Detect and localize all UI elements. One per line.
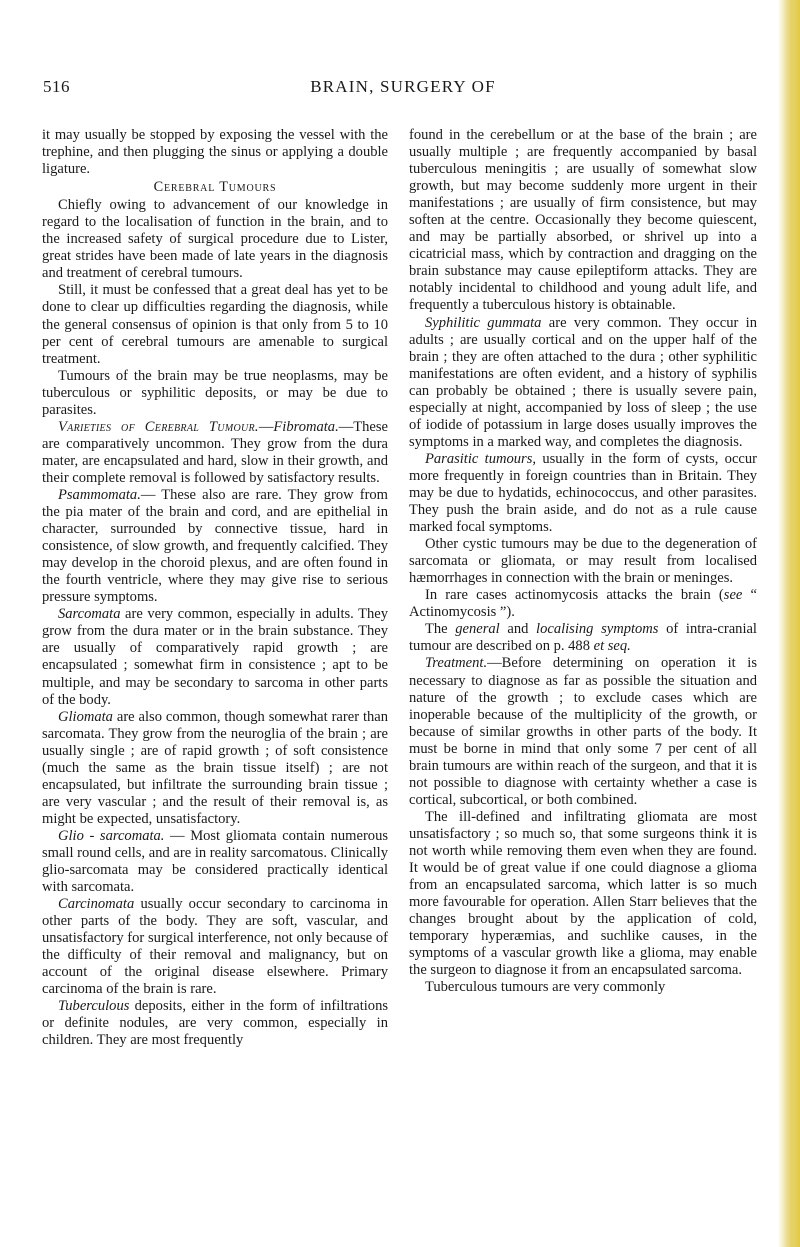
running-title: BRAIN, SURGERY OF	[310, 77, 496, 96]
paragraph-last: Tuberculous tumours are very commonly	[425, 979, 666, 996]
actino-text-post: “ Actinomycosis ”).	[409, 587, 757, 621]
fibromata-text: —These are comparatively uncommon. They grow from the dura mater, are encapsulated and hard, slow in their growth, and their complete removal is followed by satisfactory results.	[42, 418, 388, 486]
gliomata-label: Gliomata	[58, 708, 113, 725]
paragraph-parasitic	[409, 451, 757, 536]
paragraph-carcinomata	[42, 896, 388, 998]
glio-sarcomata-text: — Most gliomata contain numerous small round cells, and are in reality sarcomatous. Clinically glio-sarcomata may be considered practically identical with sarcomata.	[42, 827, 388, 896]
general-and: and	[499, 621, 537, 638]
sarcomata-text: are very common, especially in adults. They grow from the dura mater or in the brain substance. They are usually of comparatively rapid growth ; are encapsulated ; somewhat firm in consistence ; apt to be multiple, and may be secondary to sarcoma in other parts of the body.	[42, 606, 388, 708]
paragraph-intro-2: Still, it must be confessed that a great deal has yet to be done to clear up difficulties regarding the diagnosis, while the general consensus of opinion is that only from 5 to 10 per cent of cerebral tumours are amenable to surgical treatment.	[42, 282, 388, 367]
paragraph-glio-sarcomata	[42, 828, 388, 896]
paragraph-intro-3: Tumours of the brain may be true neoplasms, may be tuberculous or syphilitic deposits, or may be due to parasites.	[42, 367, 388, 418]
treatment-label: Treatment.	[425, 655, 488, 672]
psammomata-text: — These also are rare. They grow from the pia mater of the brain and cord, and are epithelial in character, surrounded by connective tissue, hard in consistence, of slow growth, and frequently calcified. They may develop in the choroid plexus, and are often found in the fourth ventricle, where they may give rise to serious pressure symptoms.	[42, 486, 388, 606]
page-edge-line	[790, 0, 794, 1247]
fibromata-label: Fibromata.	[273, 418, 339, 435]
paragraph-gliomata	[42, 709, 388, 828]
page-header	[43, 77, 763, 101]
glio-sarcomata-label: Glio - sarcomata.	[58, 827, 165, 844]
carcinomata-label: Carcinomata	[58, 896, 135, 913]
left-column	[42, 127, 388, 1050]
general-text: of intra-cranial tumour are described on p. 488	[409, 621, 757, 655]
paragraph-sarcomata	[42, 606, 388, 708]
actino-text-pre: In rare cases actinomycosis attacks the brain (	[425, 587, 724, 604]
paragraph-treatment	[409, 655, 757, 808]
tuberculous-label: Tuberculous	[58, 998, 130, 1015]
paragraph-psammomata	[42, 487, 388, 606]
paragraph-cystic: Other cystic tumours may be due to the degeneration of sarcomata or gliomata, or may result from localised hæmorrhages in connection with the brain or meninges.	[409, 536, 757, 587]
paragraph-continuation: found in the cerebellum or at the base of the brain ; are usually multiple ; are frequently accompanied by basal tuberculous meningitis ; are usually of somewhat slow growth, but may become suddenly more urgent in their manifestations ; are usually of firm consistence, but may soften at the centre. Occasionally they become quiescent, and may be partially absorbed, or shrivel up into a cicatricial mass, which by contraction and dragging on the brain substance may cause epileptiform attacks. They are notably incidental to childhood and young adult life, and frequently a tuberculous history is obtainable.	[409, 127, 757, 314]
paragraph-continuation: it may usually be stopped by exposing the vessel with the trephine, and then plugging the sinus or applying a double ligature.	[42, 127, 388, 178]
paragraph-actinomycosis	[409, 587, 757, 621]
syphilitic-label: Syphilitic gummata	[425, 314, 542, 331]
parasitic-text: usually in the form of cysts, occur more frequently in foreign countries than in Britain. They may be due to hydatids, echinococcus, and other parasites. They push the brain aside, and do not as a rule cause marked focal symptoms.	[409, 450, 757, 536]
paragraph-fibromata: Varieties of Cerebral Tumour.—Fibromata.—These are comparatively uncommon. They grow from the dura mater, are encapsulated and hard, slow in their growth, and their complete removal is followed by satisfactory results.	[42, 418, 388, 486]
psammomata-label: Psammomata.	[58, 486, 141, 503]
gliomata-text: are also common, though somewhat rarer than sarcomata. They grow from the neuroglia of the brain ; are usually single ; are of rapid growth ; of soft consistence (much the same as the brain tissue itself) ; are not encapsulated, but infiltrate the surrounding brain tissue ; are very vascular ; and the result of their removal is, as might be expected, unsatisfactory.	[42, 708, 388, 827]
tuberculous-text: deposits, either in the form of infiltrations or definite nodules, are very common, especially in children. They are most frequently	[42, 998, 388, 1049]
general-label: general	[455, 621, 500, 638]
paragraph-intro-1: Chiefly owing to advancement of our knowledge in regard to the localisation of function in the brain, and to the increased safety of surgical procedure due to Lister, great strides have been made of late years in the diagnosis and treatment of cerebral tumours.	[42, 197, 388, 282]
localising-label: localising symptoms	[536, 621, 659, 638]
varieties-label: Varieties of Cerebral Tumour.	[58, 418, 259, 435]
page-edge-shading	[778, 0, 800, 1247]
paragraph-general-symptoms	[409, 621, 757, 655]
paragraph-syphilitic	[409, 315, 757, 451]
carcinomata-text: usually occur secondary to carcinoma in other parts of the body. They are soft, vascular, and unsatisfactory for surgical interference, not only because of the difficulty of their removal and malignancy, but on account of the original disease elsewhere. Primary carcinoma of the brain is rare.	[42, 896, 388, 998]
general-the: The	[425, 621, 456, 638]
syphilitic-text: are very common. They occur in adults ; are usually cortical and on the upper half of the brain ; they are often attached to the dura ; other syphilitic manifestations are often evident, and a history of syphilis can probably be obtained ; there is usually severe pain, especially at night, accompanied by loss of sleep ; the use of iodide of potassium in large doses usually improves the symptoms in a marked way, and completes the diagnosis.	[409, 314, 757, 450]
parasitic-label: Parasitic tumours,	[425, 450, 537, 467]
page-number: 516	[43, 77, 70, 96]
et-seq: et seq.	[593, 638, 631, 655]
paragraph-ill-defined: The ill-defined and infiltrating gliomata are most unsatisfactory ; so much so, that some surgeons think it is not worth while removing them even when they are found. It would be of great value if one could diagnose a glioma from an encapsulated sarcoma, which latter is so much more favourable for operation. Allen Starr believes that the changes brought about by the application of cold, temporary hyperæmias, and suchlike causes, in the symptoms of a vascular growth like a glioma, may enable the surgeon to diagnose it from an encapsulated sarcoma.	[409, 808, 757, 979]
sarcomata-label: Sarcomata	[58, 606, 121, 623]
section-heading: Cerebral Tumours	[153, 179, 277, 196]
treatment-text: —Before determining on operation it is necessary to diagnose as far as possible the situation and nature of the growth ; to exclude cases which are inoperable because of the multiplicity of the growth, or because of similar growths in other parts of the body. It must be borne in mind that only some 7 per cent of all brain tumours are within reach of the surgeon, and that it is not possible to diagnose with certainty whether a case is cortical, subcortical, or both combined.	[409, 655, 757, 808]
see-reference: see	[723, 587, 743, 604]
paragraph-tuberculous	[42, 998, 388, 1049]
right-column	[409, 127, 757, 996]
